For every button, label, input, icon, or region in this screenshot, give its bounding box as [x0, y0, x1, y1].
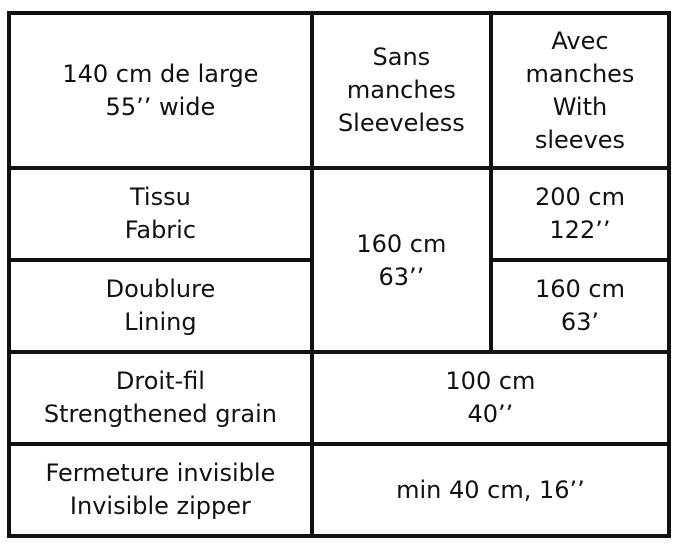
- sleeveless-en: Sleeveless: [337, 109, 465, 137]
- fabric-width-en: 55’’ wide: [105, 92, 216, 121]
- sleeveless-value-cm: 160 cm: [356, 230, 447, 258]
- fabric-label: [9, 168, 312, 260]
- fabric-requirements-table: [7, 11, 671, 538]
- zipper-label-fr: Fermeture invisible: [45, 459, 276, 487]
- with-sleeves-lining-cm: 160 cm: [534, 275, 625, 303]
- with-sleeves-fr-2: manches: [525, 59, 635, 88]
- fabric-width-header: [9, 13, 312, 168]
- sleeveless-fr-2: manches: [346, 76, 456, 104]
- lining-label-fr: Doublure: [105, 275, 216, 303]
- fabric-label-en: Fabric: [124, 216, 197, 244]
- zipper-row: [9, 444, 669, 536]
- grain-row: [9, 352, 669, 444]
- with-sleeves-fabric-value: [491, 168, 669, 260]
- grain-label: [9, 352, 312, 444]
- with-sleeves-lining-value: [491, 260, 669, 352]
- grain-value-in: 40’’: [467, 400, 514, 428]
- lining-label-en: Lining: [124, 308, 197, 336]
- grain-label-fr: Droit-fil: [115, 367, 205, 395]
- fabric-width-fr: 140 cm de large: [62, 59, 259, 88]
- grain-value-cm: 100 cm: [445, 367, 536, 395]
- fabric-label-fr: Tissu: [130, 183, 191, 211]
- sleeveless-fr-1: Sans: [372, 43, 431, 71]
- sleeveless-header: [312, 13, 491, 168]
- with-sleeves-header: [491, 13, 669, 168]
- sleeveless-fabric-lining-value: [312, 168, 491, 352]
- with-sleeves-en-1: With: [552, 92, 608, 121]
- zipper-label: [9, 444, 312, 536]
- sleeveless-value-in: 63’’: [378, 263, 425, 291]
- with-sleeves-lining-in: 63’: [560, 308, 600, 336]
- with-sleeves-fabric-cm: 200 cm: [534, 183, 625, 211]
- grain-value: [312, 352, 669, 444]
- grain-label-en: Strengthened grain: [43, 400, 277, 428]
- lining-label: [9, 260, 312, 352]
- with-sleeves-fabric-in: 122’’: [549, 216, 611, 244]
- zipper-value: [312, 444, 669, 536]
- fabric-row: [9, 168, 669, 260]
- zipper-label-en: Invisible zipper: [69, 492, 251, 520]
- header-row: [9, 13, 669, 168]
- zipper-value-text: min 40 cm, 16’’: [396, 475, 585, 504]
- with-sleeves-fr-1: Avec: [551, 26, 609, 55]
- with-sleeves-en-2: sleeves: [534, 125, 626, 154]
